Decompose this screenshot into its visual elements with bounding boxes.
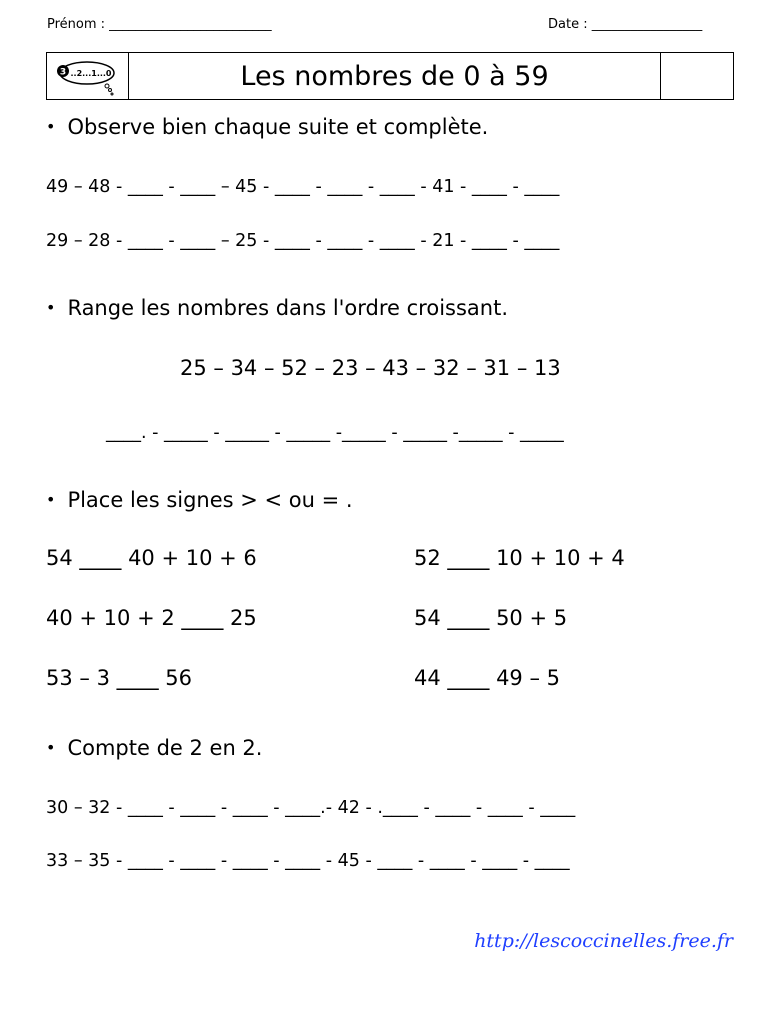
section1-heading: • Observe bien chaque suite et complète.: [46, 115, 489, 139]
compare-left-1[interactable]: 54 ____ 40 + 10 + 6: [46, 546, 257, 570]
prenom-field[interactable]: Prénom : _________________________: [47, 17, 272, 32]
section4-heading: • Compte de 2 en 2.: [46, 736, 263, 760]
svg-text:3: 3: [59, 67, 67, 78]
count-by-two-line-2[interactable]: 33 – 35 - ____ - ____ - ____ - ____ - 45 - ____ - ____ - ____ - ____: [46, 851, 570, 871]
numbers-to-sort: 25 – 34 – 52 – 23 – 43 – 32 – 31 – 13: [180, 356, 561, 380]
logo-cell: [47, 53, 129, 99]
compare-right-3[interactable]: 44 ____ 49 – 5: [414, 666, 561, 690]
count-by-two-line-1[interactable]: 30 – 32 - ____ - ____ - ____ - ____.- 42 - .____ - ____ - ____ - ____: [46, 798, 576, 818]
page-title: Les nombres de 0 à 59: [240, 60, 549, 92]
sorted-answer-line[interactable]: ____. - _____ - _____ - _____ -_____ - _____ -_____ - _____: [106, 423, 564, 443]
compare-right-2[interactable]: 54 ____ 50 + 5: [414, 606, 568, 630]
title-box: [46, 52, 734, 100]
thought-bubble-icon: [47, 53, 127, 99]
sequence-line-1[interactable]: 49 – 48 - ____ - ____ – 45 - ____ - ____ - ____ - 41 - ____ - ____: [46, 177, 560, 197]
compare-left-3[interactable]: 53 – 3 ____ 56: [46, 666, 193, 690]
sequence-line-2[interactable]: 29 – 28 - ____ - ____ – 25 - ____ - ____ - ____ - 21 - ____ - ____: [46, 231, 560, 251]
date-field[interactable]: Date : _________________: [548, 17, 703, 32]
score-cell[interactable]: [660, 53, 733, 99]
compare-right-1[interactable]: 52 ____ 10 + 10 + 4: [414, 546, 625, 570]
section3-heading: • Place les signes > < ou = .: [46, 488, 353, 512]
compare-left-2[interactable]: 40 + 10 + 2 ____ 25: [46, 606, 257, 630]
svg-text:..2...1...0: ..2...1...0: [70, 69, 112, 78]
website-link[interactable]: http://lescoccinelles.free.fr: [474, 930, 733, 952]
section2-heading: • Range les nombres dans l'ordre croissant.: [46, 296, 509, 320]
